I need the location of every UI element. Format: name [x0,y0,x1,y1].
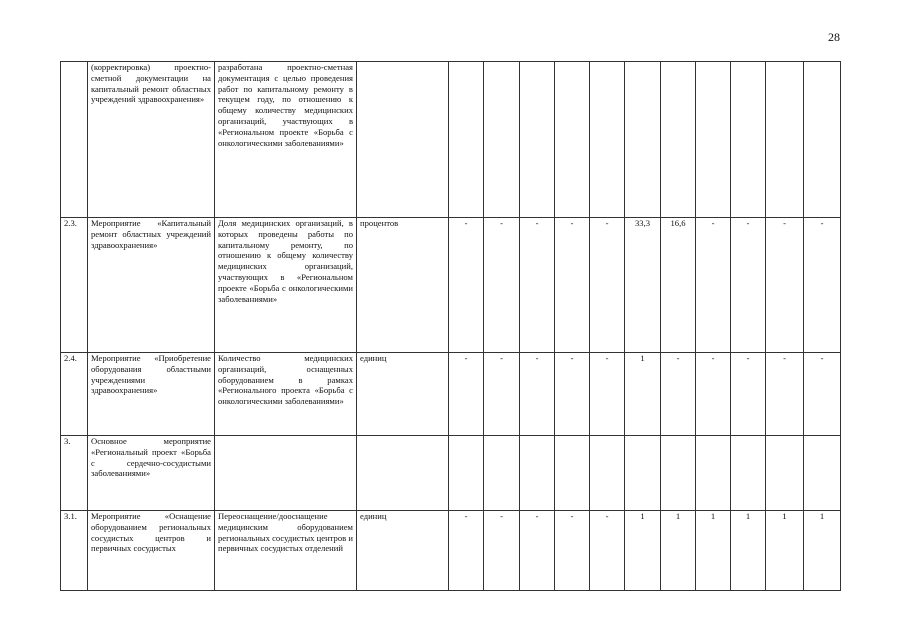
year-value-cell-text: 1 [745,511,751,521]
year-value-cell [555,511,590,591]
table-row [61,62,841,218]
row-number-cell [61,511,88,591]
year-value-cell [731,353,766,436]
year-value-cell [555,218,590,353]
year-value-cell-text: - [535,353,539,363]
year-value-cell [731,218,766,353]
indicator-cell-text: разработана проектно-сметная документация с целью проведения работ по капитальному ремонту в текущем году, по отношению к общему количеству медицинских организаций, участвующих в «Региональном проекте «Борьба с онкологическими заболеваниями» [218,62,353,148]
year-value-cell [661,436,696,511]
year-value-cell [804,218,841,353]
measure-description-cell [88,436,215,511]
year-value-cell-text: - [500,511,503,521]
indicator-cell-text: Количество медицинских организаций, оснащенных оборудованием в рамках «Регионального проекта «Борьба с онкологическими заболеваниями» [218,353,353,407]
measure-description-cell-text: (корректировка) проектно-сметной документации на капитальный ремонт областных учреждений здравоохранения» [91,62,211,105]
row-number-cell-text: 3.1. [64,511,77,521]
year-value-cell-text: - [535,218,539,228]
year-value-cell [625,511,661,591]
year-value-cell-text: - [783,218,786,228]
year-value-cell-text: - [570,353,574,363]
year-value-cell [731,436,766,511]
year-value-cell [555,436,590,511]
year-value-cell-text: 1 [710,511,716,521]
year-value-cell [766,353,804,436]
year-value-cell-text: - [605,218,609,228]
year-value-cell-text: 33,3 [634,218,651,228]
measure-description-cell-text: Мероприятие «Приобретение оборудования областными учреждениями здравоохранения» [91,353,211,396]
year-value-cell [696,511,731,591]
year-value-cell [661,353,696,436]
table-row [61,353,841,436]
indicator-cell [215,62,357,218]
year-value-cell-text: - [746,353,750,363]
indicators-table [60,61,841,591]
year-value-cell [804,353,841,436]
year-value-cell [766,218,804,353]
year-value-cell-text: - [464,218,468,228]
indicator-cell [215,436,357,511]
year-value-cell [520,511,555,591]
year-value-cell [449,353,484,436]
unit-cell [357,353,449,436]
year-value-cell-text: - [711,353,715,363]
indicator-cell [215,218,357,353]
year-value-cell [520,62,555,218]
year-value-cell-text: - [464,353,468,363]
year-value-cell-text: - [535,511,539,521]
year-value-cell-text: - [676,353,680,363]
year-value-cell [696,62,731,218]
measure-description-cell [88,218,215,353]
year-value-cell [661,218,696,353]
table-row [61,436,841,511]
year-value-cell [766,436,804,511]
year-value-cell [449,436,484,511]
year-value-cell-text: - [464,511,468,521]
year-value-cell [484,511,520,591]
row-number-cell-text: 2.4. [64,353,77,363]
year-value-cell [590,511,625,591]
year-value-cell [804,436,841,511]
year-value-cell-text: - [500,218,503,228]
year-value-cell-text: - [570,511,574,521]
year-value-cell [625,218,661,353]
year-value-cell [696,353,731,436]
measure-description-cell-text: Мероприятие «Оснащение оборудованием региональных сосудистых центров и первичных сосудистых [91,511,211,554]
year-value-cell [590,218,625,353]
year-value-cell [449,62,484,218]
year-value-cell-text: 1 [819,511,825,521]
unit-cell-text: единиц [360,353,387,363]
year-value-cell-text: 1 [782,511,787,521]
year-value-cell-text: - [820,353,824,363]
unit-cell-text: процентов [360,218,399,228]
year-value-cell-text: - [605,511,609,521]
year-value-cell [731,511,766,591]
year-value-cell [520,436,555,511]
year-value-cell-text: 1 [675,511,681,521]
indicator-cell [215,353,357,436]
year-value-cell [766,511,804,591]
year-value-cell [484,218,520,353]
year-value-cell [484,353,520,436]
indicator-cell [215,511,357,591]
year-value-cell [484,436,520,511]
measure-description-cell [88,62,215,218]
year-value-cell [696,218,731,353]
year-value-cell-text: - [605,353,609,363]
unit-cell [357,436,449,511]
year-value-cell-text: 16,6 [670,218,686,228]
row-number-cell [61,62,88,218]
year-value-cell [696,436,731,511]
row-number-cell [61,218,88,353]
year-value-cell [520,218,555,353]
table-row [61,218,841,353]
year-value-cell-text: - [783,353,786,363]
unit-cell-text: единиц [360,511,387,521]
year-value-cell [804,511,841,591]
row-number-cell-text: 3. [64,436,71,446]
year-value-cell [625,353,661,436]
year-value-cell [590,436,625,511]
measure-description-cell-text: Основное мероприятие «Региональный проект «Борьба с сердечно-сосудистыми заболеваниями» [91,436,211,479]
year-value-cell [449,218,484,353]
indicator-cell-text: Переоснащение/дооснащение медицинским оборудованием региональных сосудистых центров и первичных сосудистых отделений [218,511,353,554]
table-row [61,511,841,591]
year-value-cell [555,62,590,218]
year-value-cell [661,62,696,218]
year-value-cell [555,353,590,436]
year-value-cell [625,62,661,218]
year-value-cell-text: - [570,218,574,228]
measure-description-cell-text: Мероприятие «Капитальный ремонт областных учреждений здравоохранения» [91,218,211,250]
year-value-cell [590,353,625,436]
unit-cell [357,62,449,218]
year-value-cell [520,353,555,436]
year-value-cell-text: 1 [640,353,645,363]
row-number-cell [61,353,88,436]
year-value-cell-text: 1 [640,511,645,521]
year-value-cell [590,62,625,218]
row-number-cell [61,436,88,511]
measure-description-cell [88,511,215,591]
year-value-cell [804,62,841,218]
year-value-cell [766,62,804,218]
year-value-cell [731,62,766,218]
indicator-cell-text: Доля медицинских организаций, в которых проведены работы по капитальному ремонту, по отношению к общему количеству медицинских организаций, участвующих в «Региональном проекте «Борьба с онкологическими заболеваниями» [218,218,353,304]
year-value-cell [625,436,661,511]
year-value-cell-text: - [746,218,750,228]
year-value-cell-text: - [820,218,824,228]
year-value-cell [484,62,520,218]
year-value-cell [661,511,696,591]
year-value-cell-text: - [500,353,503,363]
measure-description-cell [88,353,215,436]
page-number: 28 [828,30,840,44]
year-value-cell [449,511,484,591]
year-value-cell-text: - [711,218,715,228]
unit-cell [357,218,449,353]
row-number-cell-text: 2.3. [64,218,77,228]
unit-cell [357,511,449,591]
